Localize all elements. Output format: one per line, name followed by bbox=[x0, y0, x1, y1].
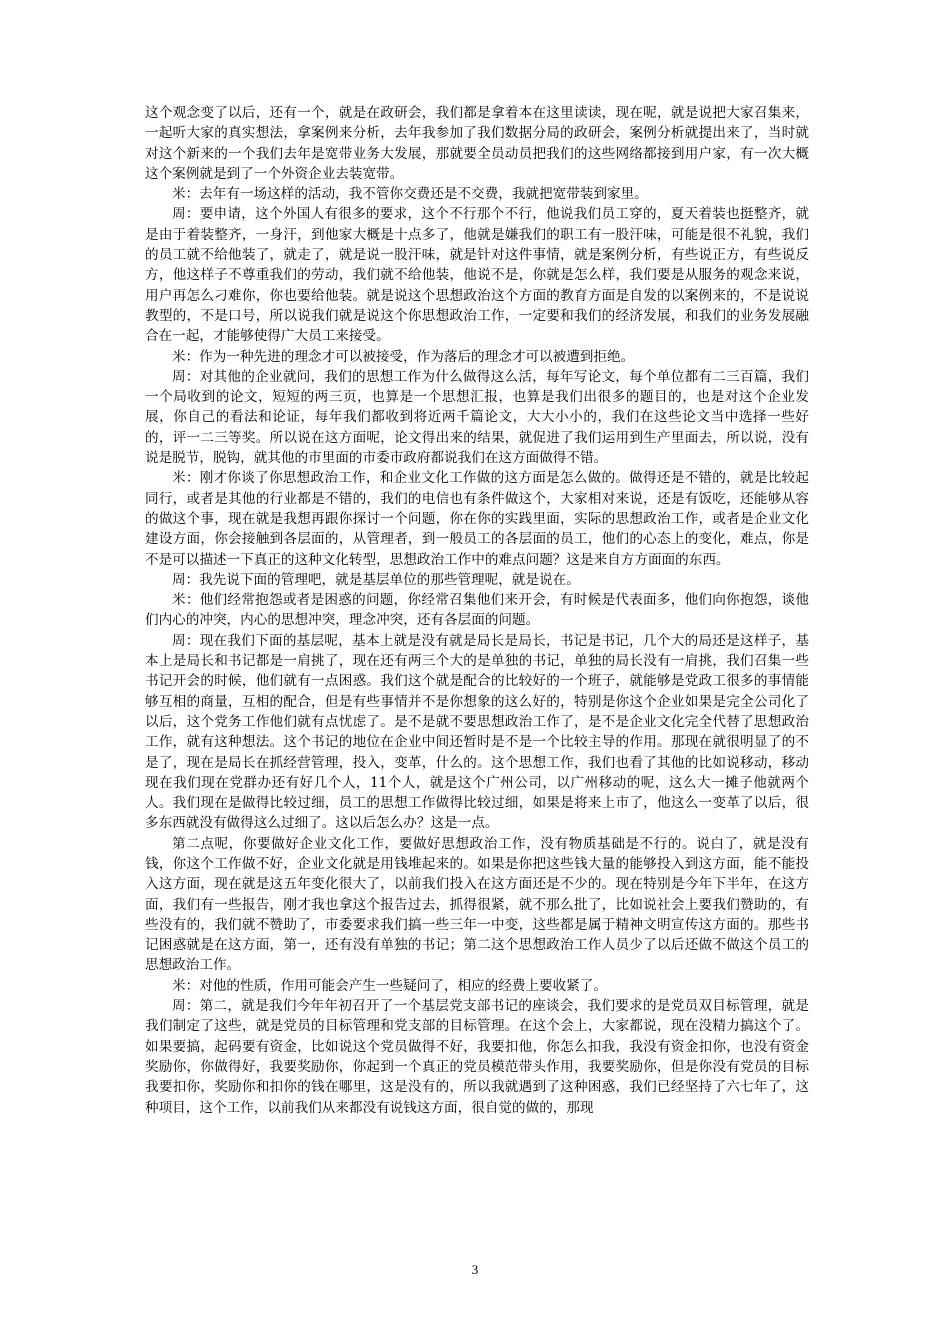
paragraph-2: 米：去年有一场这样的活动，我不管你交费还是不交费，我就把宽带装到家里。 bbox=[172, 186, 648, 203]
paragraph-5: 周：对其他的企业就问，我们的思想工作为什么做得这么活，每年写论文，每个单位都有二三百篇，我们一个局收到的论文，短短的两三页，也算是一个思想汇报，也算是我们出很多的题目的，也是对这个企业发展，你自己的看法和论证，每年我们都收到将近两千篇论文，大大小小的，我们在这些论文当中选择一些好的，评一二三等奖。所以说在这方面呢，论文得出来的结果，就促进了我们运用到生产里面去，所以说，没有说是脱节，脱钩，就其他的市里面的市委市政府都说我们在这方面做得不错。 bbox=[145, 368, 809, 467]
paragraph-6: 米：刚才你谈了你思想政治工作，和企业文化工作做的这方面是怎么做的。做得还是不错的，就是比较起同行，或者是其他的行业都是不错的，我们的电信也有条件做这个，大家相对来说，还是有饭吃，还能够从容的做这个事，现在就是我想再跟你探讨一个问题，你在你的实践里面，实际的思想政治工作，或者是企业文化建设方面，你会接触到各层面的，从管理者，到一般员工的各层面的员工，他们的心态上的变化，难点，你是不是可以描述一下真正的这种文化转型，思想政治工作中的难点问题？这是来自方方面面的东西。 bbox=[145, 470, 809, 568]
paragraph-7: 周：我先说下面的管理吧，就是基层单位的那些管理呢，就是说在。 bbox=[172, 571, 580, 588]
body-text bbox=[145, 103, 809, 1118]
paragraph-10: 第二点呢，你要做好企业文化工作，要做好思想政治工作，没有物质基础是不行的。说白了，就是没有钱，你这个工作做不好，企业文化就是用钱堆起来的。如果是你把这些钱大量的能够投入到这方面，能不能投入这方面，现在就是这五年变化很大了，以前我们投入在这方面还是不少的。现在特别是今年下半年，在这方面，我们有一些报告，刚才我也拿这个报告过去，抓得很紧，就不那么批了，比如说社会上要我们赞助的，有些没有的，我们就不赞助了，市委要求我们搞一些三年一中变，这些都是属于精神文明宣传这方面的。那些书记困惑就是在这方面，第一，还有没有单独的书记；第二这个思想政治工作人员少了以后还做不做这个员工的思想政治工作。 bbox=[145, 835, 809, 974]
paragraph-9: 周：现在我们下面的基层呢，基本上就是没有就是局长是局长，书记是书记，几个大的局还是这样子，基本上是局长和书记都是一肩挑了，现在还有两三个大的是单独的书记，单独的局长没有一肩挑，我们召集一些书记开会的时候，他们就有一点困惑。我们这个就是配合的比较好的一个班子，就能够是党政工很多的事情能够互相的商量，互相的配合，但是有些事情并不是你想象的这么好的，特别是你这个企业如果是完全公司化了以后，这个党务工作他们就有点忧虑了。是不是就不要思想政治工作了，是不是企业文化完全代替了思想政治工作，就有这种想法。这个书记的地位在企业中间还暂时是不是一个比较主导的作用。那现在就很明显了的不是了，现在是局长在抓经营管理，投入，变革，什么的。这个思想工作，我们也看了其他的比如说移动，移动现在我们现在党群办还有好几个人，11个人，就是这个广州公司，以广州移动的呢，这么大一摊子他就两个人。我们现在是做得比较过细，员工的思想工作做得比较过细，如果是将来上市了，他这么一变革了以后，很多东西就没有做得这么过细了。这以后怎么办？这是一点。 bbox=[145, 632, 809, 832]
paragraph-12: 周：第二，就是我们今年年初召开了一个基层党支部书记的座谈会，我们要求的是党员双目标管理，就是我们制定了这些，就是党员的目标管理和党支部的目标管理。在这个会上，大家都说，现在没精力搞这个了。如果要搞，起码要有资金，比如说这个党员做得不好，我要扣他，你怎么扣我，我没有资金扣你，也没有资金奖励你，你做得好，我要奖励你，你起到一个真正的党员模范带头作用，我要奖励你，但是你没有党员的目标我要扣你，奖励你和扣你的钱在哪里，这是没有的，所以我就遇到了这种困惑，我们已经坚持了六七年了，这种项目，这个工作，以前我们从来都没有说钱这方面，很自觉的做的，那现 bbox=[145, 998, 809, 1116]
paragraph-11: 米：对他的性质，作用可能会产生一些疑问了，相应的经费上要收紧了。 bbox=[172, 977, 607, 994]
page-number: 3 bbox=[471, 1262, 479, 1277]
paragraph-8: 米：他们经常抱怨或者是困惑的问题，你经常召集他们来开会，有时候是代表面多，他们向你抱怨，谈他们内心的冲突，内心的思想冲突，理念冲突，还有各层面的问题。 bbox=[145, 592, 809, 629]
paragraph-3: 周：要申请，这个外国人有很多的要求，这个不行那个不行，他说我们员工穿的，夏天着装也挺整齐，就是由于着装整齐，一身汗，到他家大概是十点多了，他就是嫌我们的职工有一股汗味，可能是很不礼貌，我们的员工就不给他装了，就走了，就是说一股汗味，就是针对这件事情，就是案例分析，有些说正方，有些说反方，他这样子不尊重我们的劳动，我们就不给他装，他说不是，你就是怎么样，我们要是从服务的观念来说，用户再怎么刁难你，你也要给他装。就是说这个思想政治这个方面的教育方面是自发的以案例来的，不是说说教型的，不是口号，所以说我们就是说这个你思想政治工作，一定要和我们的经济发展，和我们的业务发展融合在一起，才能够使得广大员工来接受。 bbox=[145, 206, 809, 345]
paragraph-1: 这个观念变了以后，还有一个，就是在政研会，我们都是拿着本在这里读读，现在呢，就是说把大家召集来，一起听大家的真实想法，拿案例来分析，去年我参加了我们数据分局的政研会，案例分析就提出来了，当时就对这个新来的一个我们去年是宽带业务大发展，那就要全员动员把我们的这些网络都接到用户家，有一次大概这个案例就是到了一个外资企业去装宽带。 bbox=[145, 105, 809, 182]
paragraph-4: 米：作为一种先进的理念才可以被接受，作为落后的理念才可以被遭到拒绝。 bbox=[172, 348, 635, 365]
